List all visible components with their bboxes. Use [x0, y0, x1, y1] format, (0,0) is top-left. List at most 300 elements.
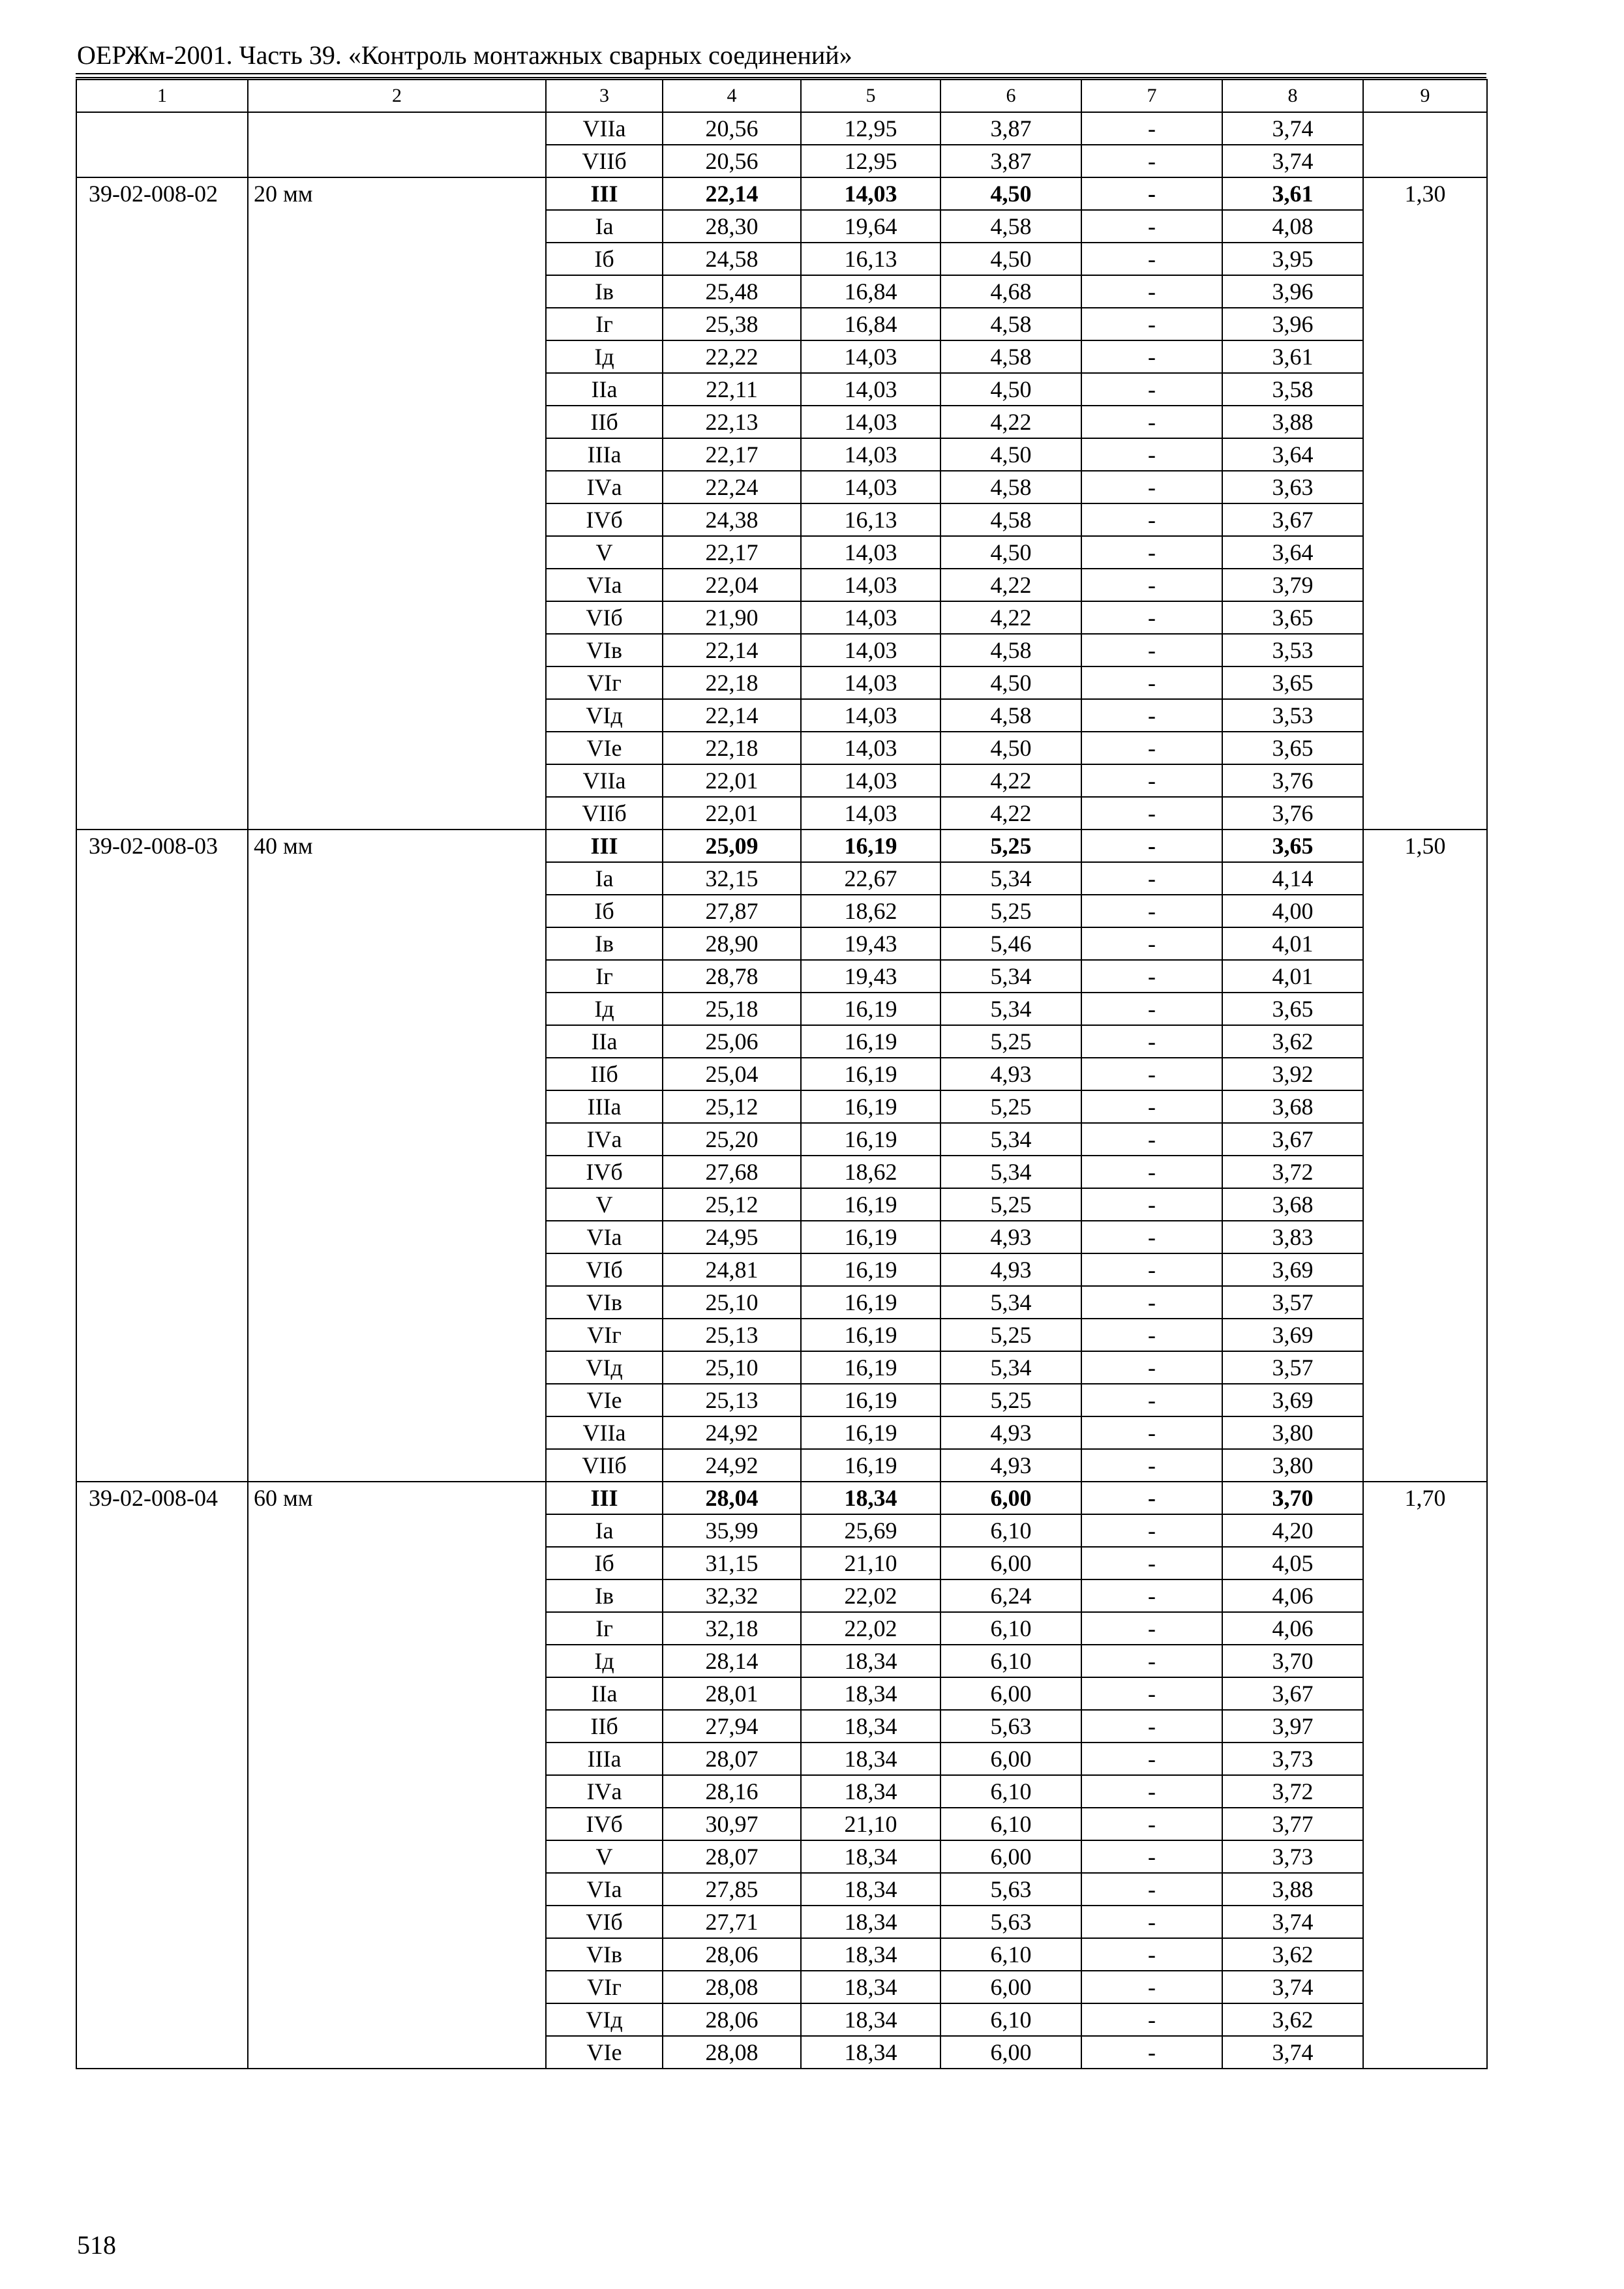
column-number: 3: [546, 80, 663, 112]
wage-cell: 16,84: [801, 275, 940, 308]
total-cost-cell: 22,14: [663, 699, 801, 732]
materials-cell: 3,69: [1222, 1253, 1363, 1286]
materials-cell: 3,80: [1222, 1416, 1363, 1449]
machine-cost-cell: 4,50: [940, 536, 1081, 569]
driver-wage-cell: -: [1081, 1840, 1222, 1873]
class-cell: VIе: [546, 732, 663, 764]
materials-cell: 3,57: [1222, 1286, 1363, 1319]
class-cell: VIд: [546, 2003, 663, 2036]
total-cost-cell: 20,56: [663, 112, 801, 145]
class-cell: VIд: [546, 699, 663, 732]
class-cell: VIб: [546, 1253, 663, 1286]
machine-cost-cell: 5,34: [940, 960, 1081, 993]
materials-cell: 3,74: [1222, 2036, 1363, 2069]
materials-cell: 3,72: [1222, 1775, 1363, 1808]
driver-wage-cell: -: [1081, 1906, 1222, 1938]
total-cost-cell: 22,18: [663, 732, 801, 764]
wage-cell: 16,84: [801, 308, 940, 340]
driver-wage-cell: -: [1081, 536, 1222, 569]
machine-cost-cell: 4,93: [940, 1449, 1081, 1482]
machine-cost-cell: 5,25: [940, 1319, 1081, 1351]
machine-cost-cell: 5,63: [940, 1873, 1081, 1906]
driver-wage-cell: -: [1081, 634, 1222, 666]
class-cell: IIIа: [546, 438, 663, 471]
machine-cost-cell: 4,50: [940, 666, 1081, 699]
materials-cell: 3,79: [1222, 569, 1363, 601]
class-cell: IVа: [546, 1123, 663, 1156]
machine-cost-cell: 5,46: [940, 927, 1081, 960]
class-cell: Iд: [546, 1645, 663, 1677]
total-cost-cell: 27,85: [663, 1873, 801, 1906]
driver-wage-cell: -: [1081, 960, 1222, 993]
wage-cell: 14,03: [801, 569, 940, 601]
driver-wage-cell: -: [1081, 1743, 1222, 1775]
total-cost-cell: 25,20: [663, 1123, 801, 1156]
machine-cost-cell: 4,93: [940, 1416, 1081, 1449]
total-cost-cell: 28,14: [663, 1645, 801, 1677]
machine-cost-cell: 5,25: [940, 1025, 1081, 1058]
materials-cell: 3,63: [1222, 471, 1363, 503]
wage-cell: 16,19: [801, 1253, 940, 1286]
header-rule-double: [76, 77, 1486, 78]
materials-cell: 4,06: [1222, 1579, 1363, 1612]
machine-cost-cell: 5,63: [940, 1710, 1081, 1743]
column-number: 1: [76, 80, 248, 112]
total-cost-cell: 28,01: [663, 1677, 801, 1710]
total-cost-cell: 24,58: [663, 243, 801, 275]
materials-cell: 3,58: [1222, 373, 1363, 406]
driver-wage-cell: -: [1081, 1025, 1222, 1058]
wage-cell: 14,03: [801, 438, 940, 471]
class-cell: IVа: [546, 471, 663, 503]
driver-wage-cell: -: [1081, 1971, 1222, 2003]
materials-cell: 3,72: [1222, 1156, 1363, 1188]
class-cell: VIIб: [546, 797, 663, 830]
wage-cell: 18,34: [801, 1645, 940, 1677]
wage-cell: 18,34: [801, 1743, 940, 1775]
machine-cost-cell: 4,58: [940, 340, 1081, 373]
materials-cell: 4,00: [1222, 895, 1363, 927]
class-cell: VIг: [546, 1971, 663, 2003]
class-cell: V: [546, 536, 663, 569]
driver-wage-cell: -: [1081, 601, 1222, 634]
class-cell: Iд: [546, 993, 663, 1025]
total-cost-cell: 22,13: [663, 406, 801, 438]
coefficient-cell: 1,50: [1363, 830, 1487, 1482]
driver-wage-cell: -: [1081, 993, 1222, 1025]
total-cost-cell: 28,08: [663, 2036, 801, 2069]
wage-cell: 18,34: [801, 1775, 940, 1808]
column-number: 6: [940, 80, 1081, 112]
class-cell: IIб: [546, 1058, 663, 1090]
driver-wage-cell: -: [1081, 927, 1222, 960]
driver-wage-cell: -: [1081, 1221, 1222, 1253]
materials-cell: 3,74: [1222, 1906, 1363, 1938]
total-cost-cell: 25,12: [663, 1090, 801, 1123]
driver-wage-cell: -: [1081, 1058, 1222, 1090]
materials-cell: 3,67: [1222, 503, 1363, 536]
driver-wage-cell: -: [1081, 1775, 1222, 1808]
driver-wage-cell: -: [1081, 830, 1222, 862]
coefficient-cell: 1,30: [1363, 177, 1487, 830]
driver-wage-cell: -: [1081, 1873, 1222, 1906]
wage-cell: 14,03: [801, 601, 940, 634]
machine-cost-cell: 4,93: [940, 1221, 1081, 1253]
total-cost-cell: 28,04: [663, 1482, 801, 1514]
wage-cell: 22,02: [801, 1579, 940, 1612]
driver-wage-cell: -: [1081, 275, 1222, 308]
driver-wage-cell: -: [1081, 1384, 1222, 1416]
machine-cost-cell: 4,22: [940, 601, 1081, 634]
total-cost-cell: 22,22: [663, 340, 801, 373]
materials-cell: 3,53: [1222, 699, 1363, 732]
rate-code-cell: 39-02-008-02: [76, 177, 248, 830]
total-cost-cell: 28,07: [663, 1743, 801, 1775]
class-cell: Iв: [546, 275, 663, 308]
driver-wage-cell: -: [1081, 112, 1222, 145]
column-number-row: [76, 80, 1487, 112]
wage-cell: 14,03: [801, 406, 940, 438]
rate-code-cell: 39-02-008-04: [76, 1482, 248, 2069]
materials-cell: 4,01: [1222, 960, 1363, 993]
class-cell: Iб: [546, 895, 663, 927]
materials-cell: 3,70: [1222, 1645, 1363, 1677]
wage-cell: 16,19: [801, 1416, 940, 1449]
driver-wage-cell: -: [1081, 373, 1222, 406]
wage-cell: 18,34: [801, 1840, 940, 1873]
column-number: 5: [801, 80, 940, 112]
driver-wage-cell: -: [1081, 1123, 1222, 1156]
class-cell: Iа: [546, 1514, 663, 1547]
machine-cost-cell: 4,58: [940, 634, 1081, 666]
wage-cell: 16,19: [801, 993, 940, 1025]
wage-cell: 18,34: [801, 2003, 940, 2036]
materials-cell: 4,14: [1222, 862, 1363, 895]
table-row: [76, 1482, 1487, 1514]
class-cell: VIIа: [546, 1416, 663, 1449]
wage-cell: 12,95: [801, 145, 940, 177]
class-cell: VIе: [546, 1384, 663, 1416]
wage-cell: 14,03: [801, 732, 940, 764]
wage-cell: 21,10: [801, 1808, 940, 1840]
machine-cost-cell: 6,24: [940, 1579, 1081, 1612]
materials-cell: 3,65: [1222, 666, 1363, 699]
materials-cell: 4,05: [1222, 1547, 1363, 1579]
driver-wage-cell: -: [1081, 862, 1222, 895]
class-cell: VIIб: [546, 145, 663, 177]
machine-cost-cell: 6,00: [940, 2036, 1081, 2069]
wage-cell: 16,19: [801, 1449, 940, 1482]
total-cost-cell: 32,18: [663, 1612, 801, 1645]
machine-cost-cell: 6,00: [940, 1971, 1081, 2003]
machine-cost-cell: 5,25: [940, 830, 1081, 862]
driver-wage-cell: -: [1081, 2036, 1222, 2069]
wage-cell: 14,03: [801, 536, 940, 569]
driver-wage-cell: -: [1081, 406, 1222, 438]
materials-cell: 3,88: [1222, 1873, 1363, 1906]
total-cost-cell: 28,16: [663, 1775, 801, 1808]
class-cell: Iв: [546, 927, 663, 960]
total-cost-cell: 28,90: [663, 927, 801, 960]
class-cell: VIг: [546, 666, 663, 699]
wage-cell: 18,34: [801, 1873, 940, 1906]
class-cell: VIе: [546, 2036, 663, 2069]
table-row: [76, 112, 1487, 145]
materials-cell: 3,67: [1222, 1123, 1363, 1156]
wage-cell: 22,02: [801, 1612, 940, 1645]
driver-wage-cell: -: [1081, 666, 1222, 699]
class-cell: Iа: [546, 210, 663, 243]
driver-wage-cell: -: [1081, 1188, 1222, 1221]
materials-cell: 3,74: [1222, 1971, 1363, 2003]
wage-cell: 14,03: [801, 373, 940, 406]
materials-cell: 3,53: [1222, 634, 1363, 666]
class-cell: VIа: [546, 1221, 663, 1253]
materials-cell: 3,97: [1222, 1710, 1363, 1743]
total-cost-cell: 22,18: [663, 666, 801, 699]
machine-cost-cell: 3,87: [940, 112, 1081, 145]
total-cost-cell: 25,38: [663, 308, 801, 340]
machine-cost-cell: 4,68: [940, 275, 1081, 308]
wage-cell: 19,43: [801, 960, 940, 993]
total-cost-cell: 25,12: [663, 1188, 801, 1221]
class-cell: IVб: [546, 1156, 663, 1188]
wage-cell: 16,13: [801, 243, 940, 275]
wage-cell: 16,13: [801, 503, 940, 536]
class-cell: Iв: [546, 1579, 663, 1612]
driver-wage-cell: -: [1081, 1645, 1222, 1677]
materials-cell: 3,69: [1222, 1319, 1363, 1351]
wage-cell: 14,03: [801, 177, 940, 210]
table-row: [76, 177, 1487, 210]
materials-cell: 3,96: [1222, 308, 1363, 340]
machine-cost-cell: 6,10: [940, 1645, 1081, 1677]
total-cost-cell: 24,81: [663, 1253, 801, 1286]
thickness-cell: [248, 112, 546, 177]
class-cell: Iг: [546, 960, 663, 993]
machine-cost-cell: 4,58: [940, 699, 1081, 732]
total-cost-cell: 28,30: [663, 210, 801, 243]
materials-cell: 3,65: [1222, 993, 1363, 1025]
wage-cell: 22,67: [801, 862, 940, 895]
total-cost-cell: 24,38: [663, 503, 801, 536]
total-cost-cell: 25,10: [663, 1286, 801, 1319]
class-cell: VIб: [546, 1906, 663, 1938]
total-cost-cell: 28,07: [663, 1840, 801, 1873]
machine-cost-cell: 6,10: [940, 1775, 1081, 1808]
class-cell: Iб: [546, 1547, 663, 1579]
class-cell: VIIа: [546, 112, 663, 145]
machine-cost-cell: 4,50: [940, 177, 1081, 210]
header-rule: [76, 73, 1486, 74]
total-cost-cell: 27,87: [663, 895, 801, 927]
wage-cell: 19,64: [801, 210, 940, 243]
class-cell: VIIа: [546, 764, 663, 797]
materials-cell: 3,57: [1222, 1351, 1363, 1384]
materials-cell: 3,62: [1222, 1938, 1363, 1971]
class-cell: IIб: [546, 1710, 663, 1743]
total-cost-cell: 20,56: [663, 145, 801, 177]
materials-cell: 3,80: [1222, 1449, 1363, 1482]
total-cost-cell: 25,13: [663, 1384, 801, 1416]
total-cost-cell: 24,95: [663, 1221, 801, 1253]
class-cell: VIг: [546, 1319, 663, 1351]
driver-wage-cell: -: [1081, 569, 1222, 601]
total-cost-cell: 28,06: [663, 2003, 801, 2036]
class-cell: VIб: [546, 601, 663, 634]
driver-wage-cell: -: [1081, 1677, 1222, 1710]
total-cost-cell: 27,68: [663, 1156, 801, 1188]
class-cell: IIа: [546, 1677, 663, 1710]
materials-cell: 3,92: [1222, 1058, 1363, 1090]
wage-cell: 21,10: [801, 1547, 940, 1579]
class-cell: Iа: [546, 862, 663, 895]
wage-cell: 16,19: [801, 1384, 940, 1416]
column-number: 8: [1222, 80, 1363, 112]
wage-cell: 16,19: [801, 1025, 940, 1058]
total-cost-cell: 27,94: [663, 1710, 801, 1743]
driver-wage-cell: -: [1081, 177, 1222, 210]
wage-cell: 16,19: [801, 1188, 940, 1221]
driver-wage-cell: -: [1081, 243, 1222, 275]
class-cell: IVб: [546, 1808, 663, 1840]
class-cell: Iб: [546, 243, 663, 275]
thickness-cell: 20 мм: [248, 177, 546, 830]
materials-cell: 3,70: [1222, 1482, 1363, 1514]
driver-wage-cell: -: [1081, 1319, 1222, 1351]
class-cell: IIIа: [546, 1090, 663, 1123]
total-cost-cell: 25,06: [663, 1025, 801, 1058]
wage-cell: 16,19: [801, 1123, 940, 1156]
total-cost-cell: 24,92: [663, 1416, 801, 1449]
materials-cell: 3,62: [1222, 1025, 1363, 1058]
materials-cell: 3,65: [1222, 830, 1363, 862]
total-cost-cell: 22,17: [663, 536, 801, 569]
wage-cell: 14,03: [801, 471, 940, 503]
total-cost-cell: 22,11: [663, 373, 801, 406]
total-cost-cell: 22,04: [663, 569, 801, 601]
table-body: [76, 80, 1487, 2069]
class-cell: VIа: [546, 1873, 663, 1906]
wage-cell: 16,19: [801, 1090, 940, 1123]
materials-cell: 3,73: [1222, 1840, 1363, 1873]
wage-cell: 16,19: [801, 1319, 940, 1351]
driver-wage-cell: -: [1081, 1808, 1222, 1840]
driver-wage-cell: -: [1081, 764, 1222, 797]
table-row: [76, 830, 1487, 862]
driver-wage-cell: -: [1081, 1156, 1222, 1188]
total-cost-cell: 35,99: [663, 1514, 801, 1547]
machine-cost-cell: 5,34: [940, 1156, 1081, 1188]
class-cell: VIа: [546, 569, 663, 601]
class-cell: IIIа: [546, 1743, 663, 1775]
machine-cost-cell: 4,50: [940, 438, 1081, 471]
total-cost-cell: 22,17: [663, 438, 801, 471]
total-cost-cell: 27,71: [663, 1906, 801, 1938]
class-cell: IVа: [546, 1775, 663, 1808]
driver-wage-cell: -: [1081, 1612, 1222, 1645]
driver-wage-cell: -: [1081, 471, 1222, 503]
materials-cell: 3,88: [1222, 406, 1363, 438]
wage-cell: 18,34: [801, 1677, 940, 1710]
driver-wage-cell: -: [1081, 895, 1222, 927]
materials-cell: 3,74: [1222, 112, 1363, 145]
coefficient-cell: 1,70: [1363, 1482, 1487, 2069]
machine-cost-cell: 5,25: [940, 1384, 1081, 1416]
page-number: 518: [77, 2230, 116, 2260]
materials-cell: 3,69: [1222, 1384, 1363, 1416]
machine-cost-cell: 6,00: [940, 1677, 1081, 1710]
materials-cell: 3,61: [1222, 177, 1363, 210]
column-number: 4: [663, 80, 801, 112]
wage-cell: 18,62: [801, 1156, 940, 1188]
wage-cell: 18,34: [801, 1710, 940, 1743]
machine-cost-cell: 5,34: [940, 1286, 1081, 1319]
total-cost-cell: 21,90: [663, 601, 801, 634]
driver-wage-cell: -: [1081, 340, 1222, 373]
total-cost-cell: 28,06: [663, 1938, 801, 1971]
materials-cell: 3,76: [1222, 797, 1363, 830]
wage-cell: 18,34: [801, 1482, 940, 1514]
total-cost-cell: 32,32: [663, 1579, 801, 1612]
thickness-cell: 60 мм: [248, 1482, 546, 2069]
wage-cell: 14,03: [801, 764, 940, 797]
class-cell: VIв: [546, 1938, 663, 1971]
machine-cost-cell: 5,25: [940, 1188, 1081, 1221]
machine-cost-cell: 4,58: [940, 503, 1081, 536]
class-cell: IIа: [546, 1025, 663, 1058]
wage-cell: 14,03: [801, 340, 940, 373]
materials-cell: 3,73: [1222, 1743, 1363, 1775]
wage-cell: 12,95: [801, 112, 940, 145]
machine-cost-cell: 6,10: [940, 1514, 1081, 1547]
wage-cell: 18,34: [801, 1971, 940, 2003]
class-cell: IIб: [546, 406, 663, 438]
machine-cost-cell: 6,00: [940, 1547, 1081, 1579]
machine-cost-cell: 4,50: [940, 732, 1081, 764]
wage-cell: 18,62: [801, 895, 940, 927]
total-cost-cell: 22,14: [663, 177, 801, 210]
wage-cell: 19,43: [801, 927, 940, 960]
materials-cell: 3,74: [1222, 145, 1363, 177]
materials-cell: 3,61: [1222, 340, 1363, 373]
coefficient-cell: [1363, 112, 1487, 177]
driver-wage-cell: -: [1081, 210, 1222, 243]
machine-cost-cell: 6,10: [940, 1938, 1081, 1971]
rate-code-cell: [76, 112, 248, 177]
machine-cost-cell: 5,34: [940, 862, 1081, 895]
driver-wage-cell: -: [1081, 503, 1222, 536]
driver-wage-cell: -: [1081, 1547, 1222, 1579]
driver-wage-cell: -: [1081, 308, 1222, 340]
machine-cost-cell: 4,58: [940, 308, 1081, 340]
machine-cost-cell: 5,25: [940, 1090, 1081, 1123]
driver-wage-cell: -: [1081, 1416, 1222, 1449]
materials-cell: 3,96: [1222, 275, 1363, 308]
materials-cell: 3,65: [1222, 732, 1363, 764]
materials-cell: 4,20: [1222, 1514, 1363, 1547]
driver-wage-cell: -: [1081, 797, 1222, 830]
rate-code-cell: 39-02-008-03: [76, 830, 248, 1482]
total-cost-cell: 25,09: [663, 830, 801, 862]
class-cell: V: [546, 1840, 663, 1873]
materials-cell: 3,64: [1222, 536, 1363, 569]
page-header: ОЕРЖм-2001. Часть 39. «Контроль монтажных сварных соединений»: [77, 40, 852, 70]
machine-cost-cell: 4,93: [940, 1253, 1081, 1286]
total-cost-cell: 22,01: [663, 764, 801, 797]
total-cost-cell: 25,48: [663, 275, 801, 308]
machine-cost-cell: 6,10: [940, 1808, 1081, 1840]
